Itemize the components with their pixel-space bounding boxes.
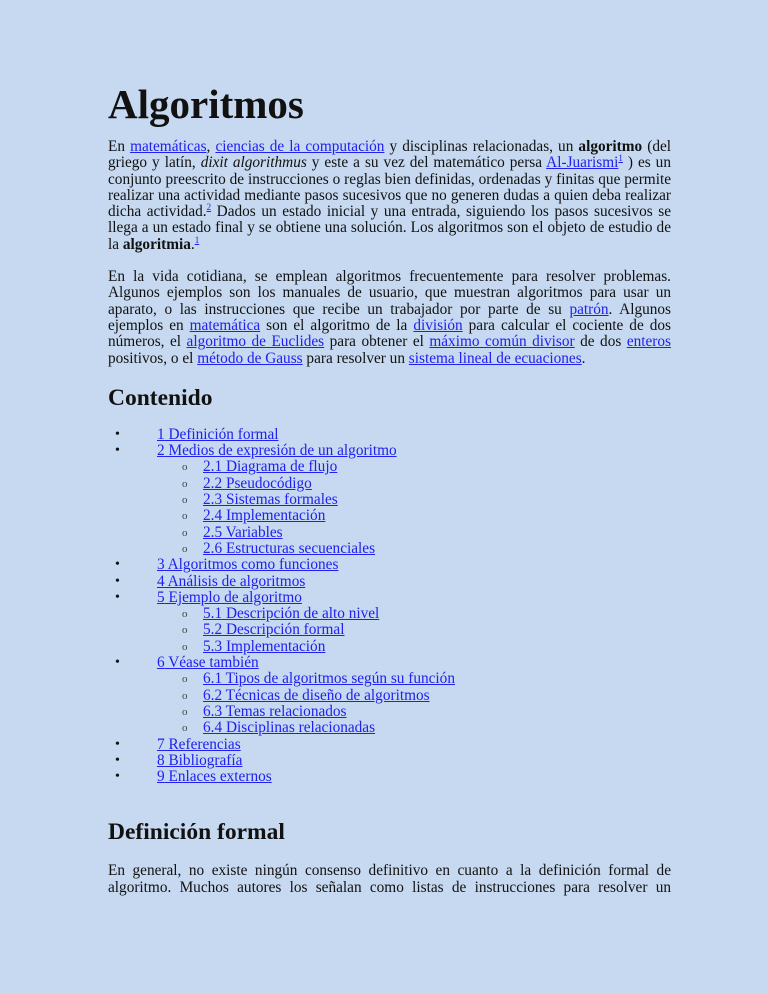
- bullet-disc-icon: •: [115, 589, 120, 605]
- toc-label: Implementación: [222, 507, 326, 525]
- text-run: y este a su vez del matemático persa: [306, 154, 547, 172]
- toc-link[interactable]: [157, 736, 241, 753]
- toc-number: 6.1: [203, 670, 223, 688]
- toc-number: 7: [157, 735, 165, 753]
- toc-label: Algoritmos como funciones: [164, 556, 339, 574]
- toc-item: [108, 655, 671, 671]
- text-run: y disciplinas relacionadas, un: [384, 138, 579, 155]
- toc-number: 5.3: [203, 637, 223, 655]
- footnote-link[interactable]: 1: [618, 153, 623, 164]
- toc-number: 5.2: [203, 621, 223, 639]
- toc-number: 6: [157, 654, 165, 672]
- toc-label: Temas relacionados: [222, 702, 347, 720]
- bullet-circle-icon: o: [182, 494, 188, 507]
- toc-link[interactable]: [157, 768, 272, 785]
- toc-link[interactable]: [203, 458, 337, 475]
- toc-label: Análisis de algoritmos: [164, 572, 306, 590]
- toc-label: Estructuras secuenciales: [222, 539, 376, 557]
- toc-link[interactable]: [157, 426, 279, 443]
- bullet-circle-icon: o: [182, 477, 188, 490]
- toc-link[interactable]: [203, 703, 347, 720]
- toc-item: [108, 525, 671, 541]
- bullet-circle-icon: o: [182, 526, 188, 539]
- text-run: . Algunos ejemplos en: [108, 300, 671, 334]
- text-run: En: [108, 138, 131, 155]
- toc-link[interactable]: [203, 507, 325, 524]
- toc-number: 6.2: [203, 686, 223, 704]
- toc-link[interactable]: [203, 719, 375, 736]
- text-run: ,: [206, 138, 216, 155]
- toc-label: Enlaces externos: [164, 768, 272, 786]
- toc-label: Ejemplo de algoritmo: [164, 588, 302, 606]
- toc-link[interactable]: [203, 524, 283, 541]
- inline-link[interactable]: matemática: [189, 316, 261, 334]
- toc-number: 2.1: [203, 458, 223, 476]
- toc-item: [108, 557, 671, 573]
- toc-label: Implementación: [222, 637, 326, 655]
- bullet-disc-icon: •: [115, 769, 120, 785]
- inline-link[interactable]: Al-Juarismi: [546, 154, 619, 172]
- toc-number: 6.3: [203, 702, 223, 720]
- toc-label: Bibliografía: [164, 751, 243, 769]
- toc-link[interactable]: [203, 670, 455, 687]
- bullet-disc-icon: •: [115, 426, 120, 442]
- bullet-disc-icon: •: [115, 573, 120, 589]
- toc-number: 2: [157, 442, 165, 460]
- toc-link[interactable]: [157, 589, 302, 606]
- bullet-disc-icon: •: [115, 752, 120, 768]
- toc-item: [108, 508, 671, 524]
- toc-link[interactable]: [157, 556, 338, 573]
- inline-link[interactable]: matemáticas: [130, 138, 207, 155]
- toc-item: [108, 590, 671, 606]
- text-run: para obtener el: [324, 333, 430, 351]
- inline-link[interactable]: patrón: [569, 300, 609, 318]
- text-run: para resolver un: [302, 349, 409, 367]
- toc-label: Disciplinas relacionadas: [222, 719, 376, 737]
- toc-link[interactable]: [203, 638, 325, 655]
- italic-term: dixit algorithmus: [200, 154, 307, 172]
- toc-number: 1: [157, 425, 165, 443]
- toc-link[interactable]: [203, 491, 338, 508]
- text-run: (del griego y latín,: [108, 138, 672, 172]
- toc-number: 8: [157, 751, 165, 769]
- toc-item: [108, 574, 671, 590]
- toc-item: [108, 606, 671, 622]
- toc-number: 3: [157, 556, 165, 574]
- toc-item: [108, 769, 671, 785]
- toc-label: Variables: [222, 523, 283, 541]
- toc-number: 5.1: [203, 605, 223, 623]
- text-run: de dos: [574, 333, 627, 351]
- intro-paragraph: [108, 139, 671, 253]
- toc-label: Descripción de alto nivel: [222, 605, 380, 623]
- text-run: En la vida cotidiana, se emplean algoritmos frecuentemente para resolver problemas. Algunos ejemplos son los manuales de usuario, que muestran algoritmos para usar un aparato, o las instrucciones que recibe un trabajador por parte de su: [108, 268, 671, 318]
- bullet-disc-icon: •: [115, 655, 120, 671]
- document-page: [108, 0, 671, 896]
- toc-link[interactable]: [157, 573, 305, 590]
- toc-item: [108, 476, 671, 492]
- toc-link[interactable]: [157, 654, 259, 671]
- toc-label: Diagrama de flujo: [222, 458, 338, 476]
- bullet-disc-icon: •: [115, 736, 120, 752]
- toc-link[interactable]: [157, 752, 242, 769]
- toc-number: 2.3: [203, 491, 223, 509]
- toc-item: [108, 427, 671, 443]
- toc-label: Sistemas formales: [222, 491, 338, 509]
- bullet-disc-icon: •: [115, 443, 120, 459]
- toc-item: [108, 753, 671, 769]
- toc-link[interactable]: [203, 540, 375, 557]
- bold-term: algoritmia: [122, 235, 191, 253]
- text-run: para calcular el cociente de dos números, el: [108, 316, 671, 351]
- text-run: .: [581, 349, 586, 367]
- toc-label: Técnicas de diseño de algoritmos: [222, 686, 430, 704]
- text-run: En general, no existe ningún consenso definitivo en cuanto a la definición formal de algoritmo. Muchos autores los señalan como listas de instrucciones para resolver un: [108, 862, 671, 896]
- toc-label: Tipos de algoritmos según su función: [222, 670, 455, 688]
- inline-link[interactable]: enteros: [626, 333, 671, 351]
- toc-link[interactable]: [157, 442, 397, 459]
- toc-number: 5: [157, 588, 165, 606]
- inline-link[interactable]: sistema lineal de ecuaciones: [408, 349, 582, 367]
- bullet-circle-icon: o: [182, 510, 188, 523]
- inline-link[interactable]: método de Gauss: [197, 349, 303, 367]
- table-of-contents: [108, 427, 671, 786]
- examples-paragraph: [108, 269, 671, 367]
- toc-number: 2.6: [203, 539, 223, 557]
- bullet-circle-icon: o: [182, 640, 188, 653]
- toc-number: 6.4: [203, 719, 223, 737]
- toc-label: Pseudocódigo: [222, 474, 312, 492]
- toc-item: [108, 704, 671, 720]
- text-run: positivos, o el: [108, 349, 198, 367]
- toc-link[interactable]: [203, 621, 344, 638]
- bullet-circle-icon: o: [182, 461, 188, 474]
- bullet-circle-icon: o: [182, 722, 188, 735]
- inline-link[interactable]: división: [413, 316, 463, 334]
- bold-term: algoritmo: [578, 138, 643, 155]
- page-title: Algoritmos: [108, 81, 304, 127]
- footnote-ref: [195, 235, 200, 245]
- section-heading-definicion-formal: Definición formal: [108, 819, 285, 846]
- toc-item: [108, 492, 671, 508]
- text-run: ) es un conjunto preescrito de instrucciones o reglas bien definidas, ordenadas y finitas que permite realizar una actividad mediante pasos sucesivos que no generen dudas a quien deba realizar dicha actividad.: [108, 154, 671, 221]
- toc-item: [108, 459, 671, 475]
- toc-heading: Contenido: [108, 384, 213, 411]
- toc-label: Referencias: [164, 735, 241, 753]
- toc-number: 2.2: [203, 474, 223, 492]
- toc-number: 2.5: [203, 523, 223, 541]
- toc-item: [108, 622, 671, 638]
- toc-item: [108, 443, 671, 459]
- toc-item: [108, 671, 671, 687]
- toc-label: Medios de expresión de un algoritmo: [164, 442, 397, 460]
- toc-label: Definición formal: [164, 425, 279, 443]
- bullet-circle-icon: o: [182, 608, 188, 621]
- toc-link[interactable]: [203, 605, 379, 622]
- toc-label: Véase también: [164, 654, 259, 672]
- text-run: .: [190, 235, 195, 253]
- toc-item: [108, 737, 671, 753]
- bullet-circle-icon: o: [182, 673, 188, 686]
- toc-link[interactable]: [203, 475, 312, 492]
- text-run: son el algoritmo de la: [260, 316, 414, 334]
- footnote-link[interactable]: 2: [206, 202, 212, 213]
- toc-link[interactable]: [203, 687, 430, 704]
- bullet-circle-icon: o: [182, 705, 188, 718]
- text-run: Dados un estado inicial y una entrada, siguiendo los pasos sucesivos se llega a un estado final y se obtiene una solución. Los algoritmos son el objeto de estudio de la: [108, 203, 671, 253]
- inline-link[interactable]: algoritmo de Euclides: [186, 333, 325, 351]
- bullet-circle-icon: o: [182, 689, 188, 702]
- inline-link[interactable]: ciencias de la computación: [215, 138, 385, 155]
- toc-item: [108, 720, 671, 736]
- bullet-circle-icon: o: [182, 542, 188, 555]
- toc-number: 4: [157, 572, 165, 590]
- toc-item: [108, 639, 671, 655]
- toc-number: 9: [157, 768, 165, 786]
- toc-item: [108, 541, 671, 557]
- toc-item: [108, 688, 671, 704]
- inline-link[interactable]: máximo común divisor: [429, 333, 575, 351]
- bullet-disc-icon: •: [115, 557, 120, 573]
- footnote-link[interactable]: 1: [194, 234, 200, 245]
- toc-label: Descripción formal: [222, 621, 345, 639]
- toc-number: 2.4: [203, 507, 223, 525]
- definition-paragraph: [108, 863, 671, 896]
- bullet-circle-icon: o: [182, 624, 188, 637]
